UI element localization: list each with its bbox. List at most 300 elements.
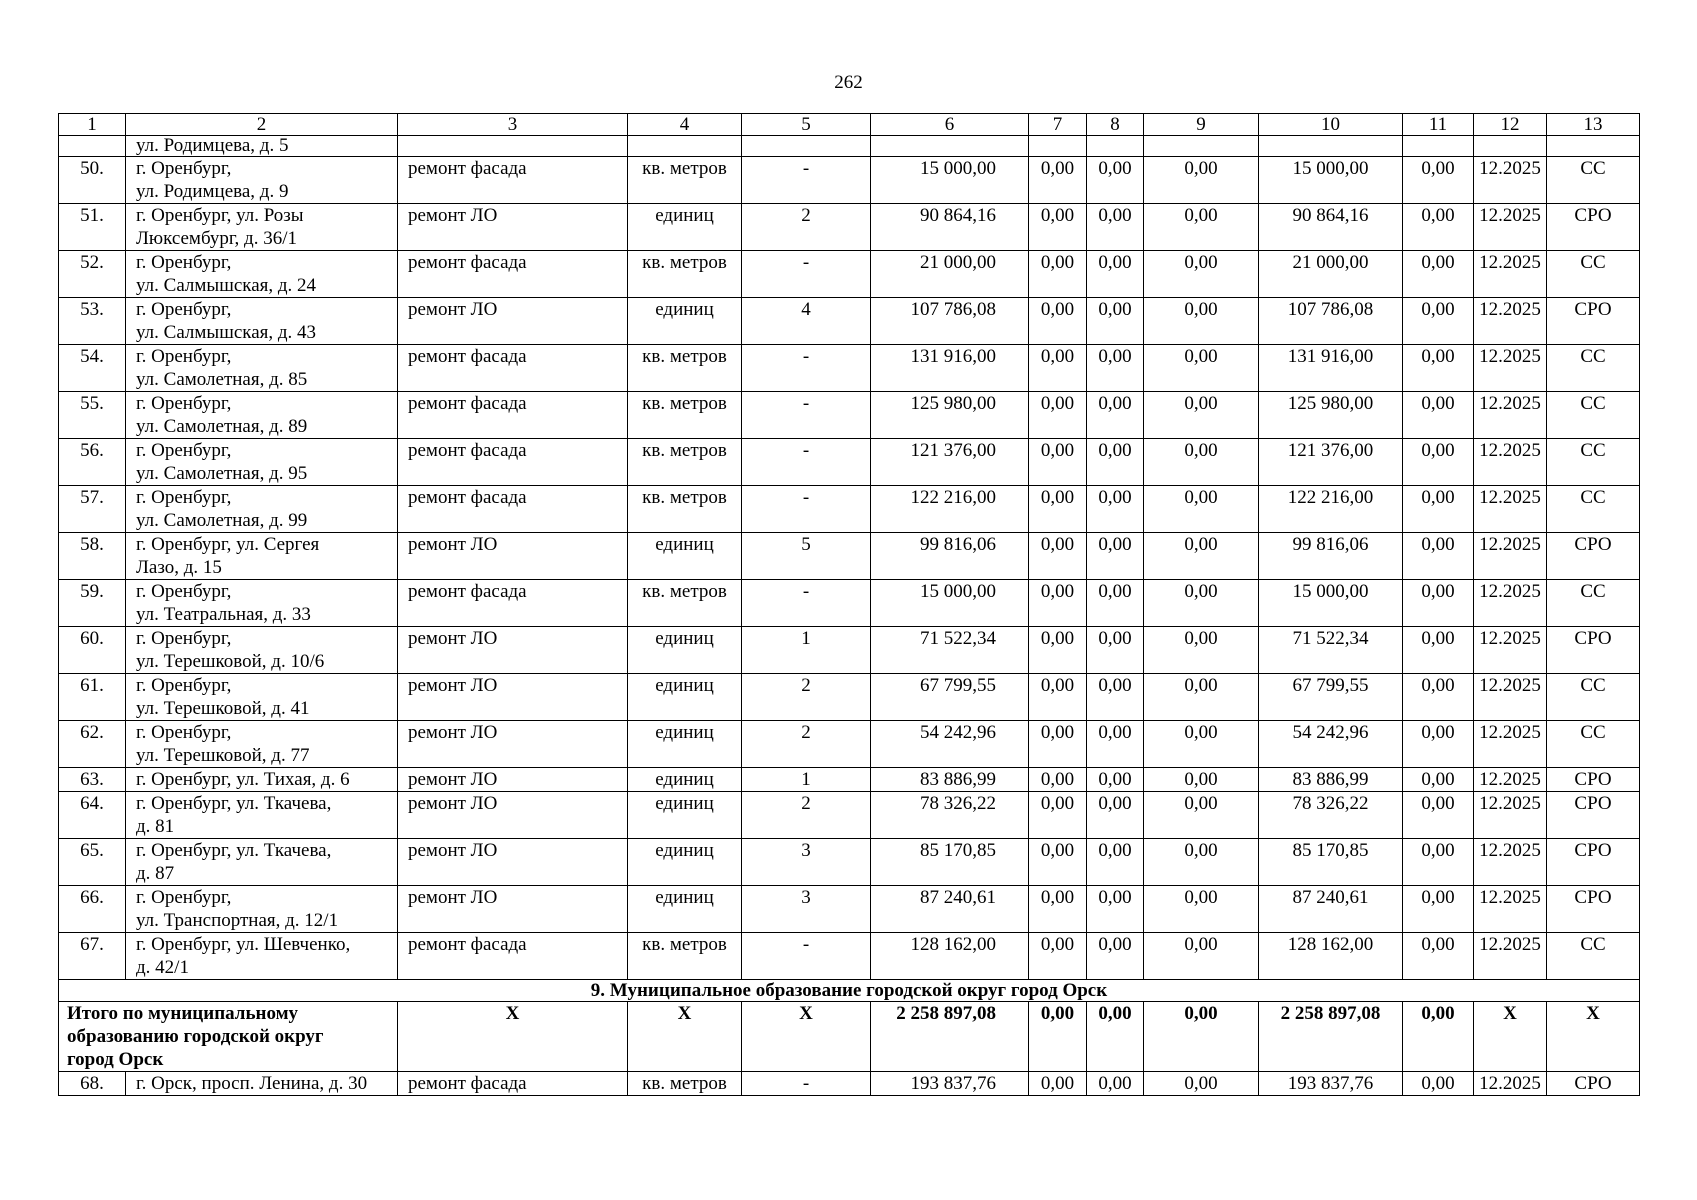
amount-cell: 0,00	[1087, 768, 1144, 792]
amount-cell: 0,00	[1029, 721, 1087, 768]
amount-cell: 0,00	[1403, 251, 1474, 298]
row-number-cell: 63.	[59, 768, 126, 792]
work-type-cell: ремонт фасада	[398, 1072, 628, 1096]
empty-cell	[742, 136, 871, 157]
empty-cell	[628, 136, 742, 157]
subtotal-cell: Х	[628, 1002, 742, 1072]
amount-cell: 0,00	[1403, 674, 1474, 721]
completion-date-cell: 12.2025	[1474, 839, 1547, 886]
amount-cell: 0,00	[1144, 768, 1259, 792]
amount-cell: 0,00	[1029, 627, 1087, 674]
table-row	[59, 1072, 1640, 1096]
amount-cell: 0,00	[1029, 580, 1087, 627]
amount-cell: 0,00	[1144, 298, 1259, 345]
amount-cell: 0,00	[1403, 204, 1474, 251]
amount-cell: 0,00	[1029, 933, 1087, 980]
amount-cell: 0,00	[1144, 839, 1259, 886]
quantity-cell: 2	[742, 792, 871, 839]
amount-cell: 131 916,00	[1259, 345, 1403, 392]
subtotal-cell: 2 258 897,08	[1259, 1002, 1403, 1072]
unit-cell: единиц	[628, 204, 742, 251]
total-cost-cell: 15 000,00	[871, 157, 1029, 204]
amount-cell: 67 799,55	[1259, 674, 1403, 721]
work-type-cell: ремонт ЛО	[398, 674, 628, 721]
amount-cell: 0,00	[1144, 1072, 1259, 1096]
row-number-cell: 68.	[59, 1072, 126, 1096]
empty-cell	[1474, 136, 1547, 157]
row-number-cell: 51.	[59, 204, 126, 251]
address-cell: г. Оренбург, ул. Терешковой, д. 41	[126, 674, 398, 721]
address-cell: г. Оренбург, ул. Терешковой, д. 77	[126, 721, 398, 768]
work-type-cell: ремонт фасада	[398, 157, 628, 204]
work-type-cell: ремонт фасада	[398, 251, 628, 298]
address-cell: г. Оренбург, ул. Салмышская, д. 24	[126, 251, 398, 298]
completion-date-cell: 12.2025	[1474, 298, 1547, 345]
unit-cell: кв. метров	[628, 157, 742, 204]
row-number-cell: 55.	[59, 392, 126, 439]
address-cell: г. Оренбург, ул. Терешковой, д. 10/6	[126, 627, 398, 674]
amount-cell: 0,00	[1087, 792, 1144, 839]
amount-cell: 0,00	[1144, 157, 1259, 204]
method-cell: СРО	[1547, 204, 1640, 251]
unit-cell: единиц	[628, 886, 742, 933]
amount-cell: 90 864,16	[1259, 204, 1403, 251]
address-cell: г. Оренбург, ул. Салмышская, д. 43	[126, 298, 398, 345]
unit-cell: единиц	[628, 533, 742, 580]
work-type-cell: ремонт ЛО	[398, 768, 628, 792]
quantity-cell: 3	[742, 839, 871, 886]
amount-cell: 0,00	[1087, 886, 1144, 933]
completion-date-cell: 12.2025	[1474, 345, 1547, 392]
row-number-cell: 61.	[59, 674, 126, 721]
unit-cell: кв. метров	[628, 580, 742, 627]
quantity-cell: -	[742, 251, 871, 298]
amount-cell: 0,00	[1029, 298, 1087, 345]
completion-date-cell: 12.2025	[1474, 768, 1547, 792]
amount-cell: 21 000,00	[1259, 251, 1403, 298]
amount-cell: 125 980,00	[1259, 392, 1403, 439]
completion-date-cell: 12.2025	[1474, 933, 1547, 980]
work-type-cell: ремонт ЛО	[398, 792, 628, 839]
amount-cell: 0,00	[1403, 768, 1474, 792]
empty-cell	[1259, 136, 1403, 157]
amount-cell: 0,00	[1029, 251, 1087, 298]
quantity-cell: -	[742, 439, 871, 486]
amount-cell: 0,00	[1403, 298, 1474, 345]
address-cell: г. Оренбург, ул. Розы Люксембург, д. 36/1	[126, 204, 398, 251]
method-cell: СРО	[1547, 792, 1640, 839]
amount-cell: 0,00	[1029, 533, 1087, 580]
completion-date-cell: 12.2025	[1474, 204, 1547, 251]
quantity-cell: 5	[742, 533, 871, 580]
amount-cell: 54 242,96	[1259, 721, 1403, 768]
amount-cell: 0,00	[1144, 886, 1259, 933]
amount-cell: 99 816,06	[1259, 533, 1403, 580]
unit-cell: кв. метров	[628, 251, 742, 298]
amount-cell: 0,00	[1144, 580, 1259, 627]
completion-date-cell: 12.2025	[1474, 251, 1547, 298]
work-type-cell: ремонт ЛО	[398, 721, 628, 768]
table-row	[59, 721, 1640, 768]
amount-cell: 0,00	[1029, 768, 1087, 792]
column-number: 10	[1259, 114, 1403, 136]
column-number: 4	[628, 114, 742, 136]
subtotal-cell: Х	[742, 1002, 871, 1072]
amount-cell: 0,00	[1403, 721, 1474, 768]
repair-program-table	[58, 113, 1640, 1096]
address-cell: г. Оренбург, ул. Ткачева, д. 87	[126, 839, 398, 886]
address-cell: г. Оренбург, ул. Транспортная, д. 12/1	[126, 886, 398, 933]
unit-cell: кв. метров	[628, 486, 742, 533]
total-cost-cell: 193 837,76	[871, 1072, 1029, 1096]
amount-cell: 83 886,99	[1259, 768, 1403, 792]
total-cost-cell: 15 000,00	[871, 580, 1029, 627]
amount-cell: 0,00	[1144, 721, 1259, 768]
completion-date-cell: 12.2025	[1474, 1072, 1547, 1096]
amount-cell: 0,00	[1029, 839, 1087, 886]
unit-cell: единиц	[628, 298, 742, 345]
row-number-cell: 52.	[59, 251, 126, 298]
work-type-cell: ремонт фасада	[398, 486, 628, 533]
amount-cell: 0,00	[1029, 486, 1087, 533]
address-cell: г. Оренбург, ул. Шевченко, д. 42/1	[126, 933, 398, 980]
amount-cell: 0,00	[1029, 1072, 1087, 1096]
address-cell: г. Оренбург, ул. Самолетная, д. 85	[126, 345, 398, 392]
amount-cell: 0,00	[1029, 886, 1087, 933]
amount-cell: 0,00	[1403, 627, 1474, 674]
row-number-cell: 58.	[59, 533, 126, 580]
amount-cell: 0,00	[1087, 204, 1144, 251]
amount-cell: 128 162,00	[1259, 933, 1403, 980]
row-number-cell: 57.	[59, 486, 126, 533]
total-cost-cell: 83 886,99	[871, 768, 1029, 792]
amount-cell: 0,00	[1087, 439, 1144, 486]
amount-cell: 107 786,08	[1259, 298, 1403, 345]
continuation-row	[59, 136, 1640, 157]
unit-cell: единиц	[628, 768, 742, 792]
amount-cell: 0,00	[1087, 486, 1144, 533]
amount-cell: 0,00	[1087, 157, 1144, 204]
amount-cell: 0,00	[1144, 533, 1259, 580]
work-type-cell: ремонт ЛО	[398, 886, 628, 933]
column-number: 11	[1403, 114, 1474, 136]
amount-cell: 0,00	[1087, 392, 1144, 439]
amount-cell: 0,00	[1403, 933, 1474, 980]
amount-cell: 0,00	[1087, 251, 1144, 298]
work-type-cell: ремонт фасада	[398, 439, 628, 486]
amount-cell: 0,00	[1403, 345, 1474, 392]
subtotal-cell: 0,00	[1403, 1002, 1474, 1072]
empty-cell	[1403, 136, 1474, 157]
method-cell: СРО	[1547, 627, 1640, 674]
total-cost-cell: 54 242,96	[871, 721, 1029, 768]
amount-cell: 0,00	[1029, 392, 1087, 439]
empty-cell	[871, 136, 1029, 157]
row-number-cell: 50.	[59, 157, 126, 204]
column-number: 2	[126, 114, 398, 136]
subtotal-cell: Х	[398, 1002, 628, 1072]
address-cell: г. Оренбург, ул. Самолетная, д. 89	[126, 392, 398, 439]
address-cell: г. Орск, просп. Ленина, д. 30	[126, 1072, 398, 1096]
completion-date-cell: 12.2025	[1474, 157, 1547, 204]
quantity-cell: -	[742, 486, 871, 533]
total-cost-cell: 128 162,00	[871, 933, 1029, 980]
empty-cell	[1029, 136, 1087, 157]
total-cost-cell: 78 326,22	[871, 792, 1029, 839]
table-row	[59, 345, 1640, 392]
total-cost-cell: 107 786,08	[871, 298, 1029, 345]
amount-cell: 0,00	[1144, 792, 1259, 839]
method-cell: СРО	[1547, 533, 1640, 580]
work-type-cell: ремонт ЛО	[398, 204, 628, 251]
quantity-cell: 3	[742, 886, 871, 933]
work-type-cell: ремонт фасада	[398, 933, 628, 980]
amount-cell: 0,00	[1144, 345, 1259, 392]
amount-cell: 85 170,85	[1259, 839, 1403, 886]
unit-cell: кв. метров	[628, 439, 742, 486]
table-row	[59, 768, 1640, 792]
amount-cell: 0,00	[1403, 839, 1474, 886]
amount-cell: 0,00	[1029, 792, 1087, 839]
unit-cell: кв. метров	[628, 933, 742, 980]
quantity-cell: 4	[742, 298, 871, 345]
amount-cell: 0,00	[1029, 157, 1087, 204]
amount-cell: 0,00	[1144, 204, 1259, 251]
column-number: 5	[742, 114, 871, 136]
table-row	[59, 298, 1640, 345]
work-type-cell: ремонт фасада	[398, 580, 628, 627]
quantity-cell: 2	[742, 721, 871, 768]
method-cell: СС	[1547, 933, 1640, 980]
table-row	[59, 580, 1640, 627]
table-row	[59, 674, 1640, 721]
column-number: 13	[1547, 114, 1640, 136]
amount-cell: 0,00	[1403, 1072, 1474, 1096]
amount-cell: 0,00	[1403, 486, 1474, 533]
table-row	[59, 251, 1640, 298]
amount-cell: 0,00	[1029, 204, 1087, 251]
column-number: 6	[871, 114, 1029, 136]
section-heading-row	[59, 980, 1640, 1002]
quantity-cell: 1	[742, 768, 871, 792]
empty-cell	[1547, 136, 1640, 157]
address-cell: г. Оренбург, ул. Сергея Лазо, д. 15	[126, 533, 398, 580]
work-type-cell: ремонт ЛО	[398, 627, 628, 674]
column-number: 1	[59, 114, 126, 136]
quantity-cell: -	[742, 157, 871, 204]
amount-cell: 121 376,00	[1259, 439, 1403, 486]
row-number-cell	[59, 136, 126, 157]
empty-cell	[1087, 136, 1144, 157]
method-cell: СС	[1547, 345, 1640, 392]
quantity-cell: -	[742, 392, 871, 439]
amount-cell: 15 000,00	[1259, 580, 1403, 627]
amount-cell: 87 240,61	[1259, 886, 1403, 933]
amount-cell: 0,00	[1087, 674, 1144, 721]
total-cost-cell: 71 522,34	[871, 627, 1029, 674]
amount-cell: 0,00	[1144, 627, 1259, 674]
total-cost-cell: 131 916,00	[871, 345, 1029, 392]
method-cell: СС	[1547, 721, 1640, 768]
subtotal-cell: 0,00	[1029, 1002, 1087, 1072]
unit-cell: кв. метров	[628, 345, 742, 392]
amount-cell: 0,00	[1087, 533, 1144, 580]
table-row	[59, 839, 1640, 886]
amount-cell: 0,00	[1087, 721, 1144, 768]
column-number: 9	[1144, 114, 1259, 136]
method-cell: СРО	[1547, 298, 1640, 345]
amount-cell: 0,00	[1087, 580, 1144, 627]
amount-cell: 0,00	[1403, 533, 1474, 580]
quantity-cell: -	[742, 933, 871, 980]
subtotal-cell: 0,00	[1144, 1002, 1259, 1072]
row-number-cell: 56.	[59, 439, 126, 486]
work-type-cell: ремонт фасада	[398, 392, 628, 439]
amount-cell: 0,00	[1144, 251, 1259, 298]
table-row	[59, 486, 1640, 533]
row-number-cell: 54.	[59, 345, 126, 392]
table-row	[59, 627, 1640, 674]
amount-cell: 0,00	[1087, 345, 1144, 392]
amount-cell: 0,00	[1403, 157, 1474, 204]
completion-date-cell: 12.2025	[1474, 486, 1547, 533]
address-cell: г. Оренбург, ул. Ткачева, д. 81	[126, 792, 398, 839]
amount-cell: 78 326,22	[1259, 792, 1403, 839]
address-cell: г. Оренбург, ул. Театральная, д. 33	[126, 580, 398, 627]
column-number: 8	[1087, 114, 1144, 136]
method-cell: СС	[1547, 674, 1640, 721]
completion-date-cell: 12.2025	[1474, 886, 1547, 933]
quantity-cell: -	[742, 580, 871, 627]
amount-cell: 0,00	[1403, 392, 1474, 439]
unit-cell: единиц	[628, 627, 742, 674]
total-cost-cell: 85 170,85	[871, 839, 1029, 886]
subtotal-cell: Х	[1547, 1002, 1640, 1072]
method-cell: СРО	[1547, 839, 1640, 886]
method-cell: СС	[1547, 251, 1640, 298]
method-cell: СС	[1547, 157, 1640, 204]
unit-cell: кв. метров	[628, 392, 742, 439]
amount-cell: 71 522,34	[1259, 627, 1403, 674]
table-row	[59, 533, 1640, 580]
total-cost-cell: 125 980,00	[871, 392, 1029, 439]
method-cell: СС	[1547, 392, 1640, 439]
method-cell: СРО	[1547, 1072, 1640, 1096]
completion-date-cell: 12.2025	[1474, 674, 1547, 721]
empty-cell	[398, 136, 628, 157]
completion-date-cell: 12.2025	[1474, 627, 1547, 674]
completion-date-cell: 12.2025	[1474, 392, 1547, 439]
amount-cell: 0,00	[1403, 886, 1474, 933]
amount-cell: 0,00	[1087, 839, 1144, 886]
quantity-cell: 1	[742, 627, 871, 674]
unit-cell: кв. метров	[628, 1072, 742, 1096]
quantity-cell: -	[742, 1072, 871, 1096]
address-cell: г. Оренбург, ул. Родимцева, д. 9	[126, 157, 398, 204]
amount-cell: 0,00	[1029, 674, 1087, 721]
work-type-cell: ремонт ЛО	[398, 298, 628, 345]
column-number: 3	[398, 114, 628, 136]
row-number-cell: 67.	[59, 933, 126, 980]
amount-cell: 0,00	[1403, 792, 1474, 839]
work-type-cell: ремонт фасада	[398, 345, 628, 392]
subtotal-cell: Х	[1474, 1002, 1547, 1072]
completion-date-cell: 12.2025	[1474, 533, 1547, 580]
amount-cell: 0,00	[1144, 486, 1259, 533]
amount-cell: 0,00	[1144, 392, 1259, 439]
method-cell: СС	[1547, 439, 1640, 486]
unit-cell: единиц	[628, 674, 742, 721]
column-number-row	[59, 114, 1640, 136]
table-row	[59, 792, 1640, 839]
amount-cell: 0,00	[1087, 627, 1144, 674]
work-type-cell: ремонт ЛО	[398, 839, 628, 886]
row-number-cell: 53.	[59, 298, 126, 345]
method-cell: СС	[1547, 486, 1640, 533]
column-number: 7	[1029, 114, 1087, 136]
total-cost-cell: 122 216,00	[871, 486, 1029, 533]
row-number-cell: 62.	[59, 721, 126, 768]
column-number: 12	[1474, 114, 1547, 136]
total-cost-cell: 121 376,00	[871, 439, 1029, 486]
amount-cell: 0,00	[1403, 439, 1474, 486]
address-cell: г. Оренбург, ул. Самолетная, д. 99	[126, 486, 398, 533]
address-cell: г. Оренбург, ул. Тихая, д. 6	[126, 768, 398, 792]
amount-cell: 15 000,00	[1259, 157, 1403, 204]
row-number-cell: 66.	[59, 886, 126, 933]
page-number: 262	[834, 72, 863, 93]
row-number-cell: 65.	[59, 839, 126, 886]
unit-cell: единиц	[628, 792, 742, 839]
amount-cell: 0,00	[1029, 345, 1087, 392]
table-row	[59, 886, 1640, 933]
subtotal-label: Итого по муниципальному образованию городской округ город Орск	[59, 1002, 398, 1072]
amount-cell: 193 837,76	[1259, 1072, 1403, 1096]
amount-cell: 0,00	[1403, 580, 1474, 627]
completion-date-cell: 12.2025	[1474, 580, 1547, 627]
total-cost-cell: 21 000,00	[871, 251, 1029, 298]
amount-cell: 0,00	[1144, 439, 1259, 486]
amount-cell: 122 216,00	[1259, 486, 1403, 533]
total-cost-cell: 67 799,55	[871, 674, 1029, 721]
work-type-cell: ремонт ЛО	[398, 533, 628, 580]
amount-cell: 0,00	[1087, 298, 1144, 345]
amount-cell: 0,00	[1087, 1072, 1144, 1096]
table-row	[59, 933, 1640, 980]
row-number-cell: 59.	[59, 580, 126, 627]
table-row	[59, 204, 1640, 251]
section-title: 9. Муниципальное образование городской округ город Орск	[59, 980, 1640, 1002]
amount-cell: 0,00	[1087, 933, 1144, 980]
completion-date-cell: 12.2025	[1474, 721, 1547, 768]
row-number-cell: 60.	[59, 627, 126, 674]
completion-date-cell: 12.2025	[1474, 439, 1547, 486]
quantity-cell: 2	[742, 204, 871, 251]
method-cell: СРО	[1547, 768, 1640, 792]
subtotal-cell: 0,00	[1087, 1002, 1144, 1072]
row-number-cell: 64.	[59, 792, 126, 839]
total-cost-cell: 87 240,61	[871, 886, 1029, 933]
method-cell: СС	[1547, 580, 1640, 627]
total-cost-cell: 90 864,16	[871, 204, 1029, 251]
empty-cell	[1144, 136, 1259, 157]
amount-cell: 0,00	[1144, 674, 1259, 721]
address-cell: г. Оренбург, ул. Самолетная, д. 95	[126, 439, 398, 486]
table-row	[59, 157, 1640, 204]
subtotal-row	[59, 1002, 1640, 1072]
quantity-cell: -	[742, 345, 871, 392]
unit-cell: единиц	[628, 839, 742, 886]
